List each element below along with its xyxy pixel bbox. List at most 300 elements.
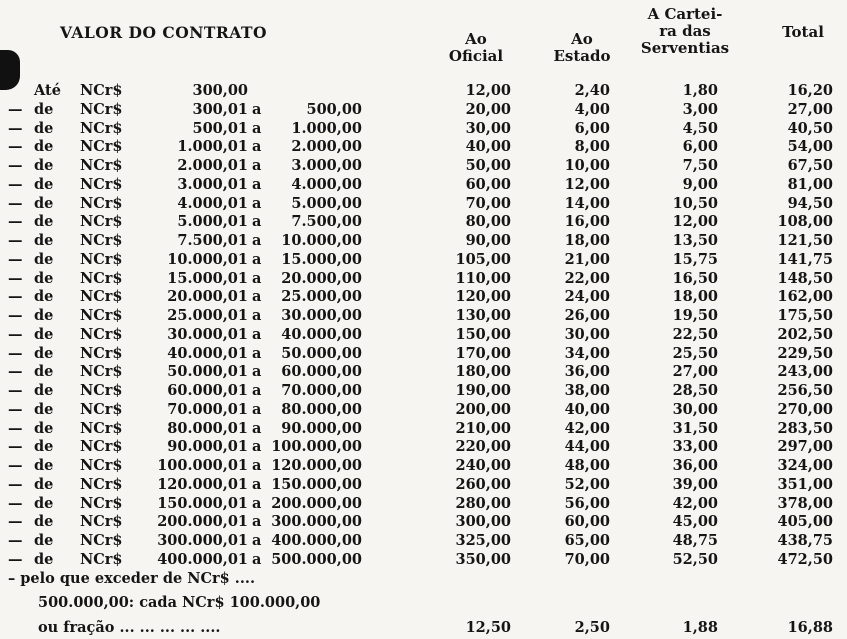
row-total: 141,75: [777, 250, 833, 268]
row-ao-estado: 44,00: [564, 438, 610, 456]
row-ao-oficial: 325,00: [455, 532, 511, 549]
row-ao-estado: 38,00: [564, 382, 610, 399]
row-ao-oficial: 80,00: [465, 213, 511, 231]
row-ao-estado: 10,00: [564, 157, 610, 174]
row-total: 472,50: [777, 550, 833, 568]
row-dash: —: [8, 344, 23, 362]
row-prefix: de: [34, 288, 54, 306]
row-ao-estado: 42,00: [564, 419, 610, 437]
table-row: [0, 213, 847, 232]
row-dash: —: [8, 363, 23, 381]
header-ao-oficial: [440, 31, 512, 65]
row-carteira: 10,50: [672, 194, 718, 212]
row-connector: a: [252, 157, 262, 174]
row-total: 243,00: [777, 363, 833, 381]
row-total: 16,20: [787, 82, 833, 99]
row-prefix: de: [34, 475, 54, 493]
row-dash: —: [8, 288, 23, 306]
table-row: [0, 363, 847, 382]
row-value-to: 150.000,00: [271, 475, 362, 493]
row-prefix: de: [34, 119, 54, 137]
row-ao-oficial: 70,00: [465, 194, 511, 212]
excess-line-1: – pelo que exceder de NCr$ ....: [8, 570, 255, 587]
excess-oficial: 12,50: [465, 619, 511, 636]
row-dash: —: [8, 250, 23, 268]
row-currency: NCr$: [80, 213, 123, 231]
row-value-from: 3.000,01: [177, 175, 248, 193]
fee-rows: [0, 82, 847, 570]
row-carteira: 31,50: [672, 419, 718, 437]
row-total: 297,00: [777, 438, 833, 456]
row-prefix: de: [34, 400, 54, 418]
row-value-from: 4.000,01: [177, 194, 248, 212]
row-connector: a: [252, 419, 262, 437]
row-currency: NCr$: [80, 194, 123, 212]
row-carteira: 13,50: [672, 232, 718, 249]
row-dash: —: [8, 494, 23, 512]
table-row: [0, 326, 847, 345]
row-ao-oficial: 200,00: [455, 400, 511, 418]
header-total: Total: [782, 23, 824, 41]
row-dash: —: [8, 532, 23, 549]
row-ao-oficial: 30,00: [465, 119, 511, 137]
row-ao-estado: 24,00: [564, 288, 610, 306]
row-value-from: 40.000,01: [167, 344, 248, 362]
row-ao-oficial: 130,00: [455, 307, 511, 324]
header-valor-do-contrato: VALOR DO CONTRATO: [60, 23, 268, 42]
header-carteira-line-3: Serventias: [640, 39, 730, 57]
header-oficial-line-1: Ao: [465, 30, 487, 48]
row-value-from: 20.000,01: [167, 288, 248, 306]
row-total: 351,00: [777, 475, 833, 493]
table-row: [0, 176, 847, 195]
row-dash: —: [8, 138, 23, 156]
row-carteira: 9,00: [682, 175, 718, 193]
row-ao-oficial: 12,00: [465, 82, 511, 99]
row-value-to: 10.000,00: [281, 232, 362, 249]
row-value-to: 4.000,00: [291, 175, 362, 193]
row-prefix: de: [34, 363, 54, 381]
row-carteira: 7,50: [682, 157, 718, 174]
row-prefix: de: [34, 307, 54, 324]
row-value-from: 300.000,01: [157, 532, 248, 549]
row-carteira: 30,00: [672, 400, 718, 418]
row-dash: —: [8, 194, 23, 212]
row-connector: a: [252, 532, 262, 549]
row-ao-oficial: 105,00: [455, 250, 511, 268]
row-ao-estado: 36,00: [564, 363, 610, 381]
row-ao-oficial: 300,00: [455, 513, 511, 531]
row-dash: —: [8, 175, 23, 193]
row-currency: NCr$: [80, 400, 123, 418]
row-total: 148,50: [777, 269, 833, 287]
row-dash: —: [8, 475, 23, 493]
row-dash: —: [8, 438, 23, 456]
row-value-from: 120.000,01: [157, 475, 248, 493]
row-value-to: 5.000,00: [291, 194, 362, 212]
table-row: [0, 476, 847, 495]
row-carteira: 19,50: [672, 307, 718, 324]
row-currency: NCr$: [80, 363, 123, 381]
row-ao-estado: 70,00: [564, 550, 610, 568]
excess-estado: 2,50: [574, 619, 610, 636]
row-currency: NCr$: [80, 513, 123, 531]
row-ao-oficial: 90,00: [465, 232, 511, 249]
row-value-from: 50.000,01: [167, 363, 248, 381]
row-value-from: 90.000,01: [167, 438, 248, 456]
row-ao-estado: 34,00: [564, 344, 610, 362]
row-ao-estado: 30,00: [564, 325, 610, 343]
row-currency: NCr$: [80, 419, 123, 437]
row-total: 81,00: [787, 175, 833, 193]
row-value-to: 500,00: [306, 100, 362, 118]
row-value-from: 5.000,01: [177, 213, 248, 231]
row-ao-oficial: 20,00: [465, 100, 511, 118]
row-dash: —: [8, 307, 23, 324]
row-carteira: 12,00: [672, 213, 718, 231]
row-ao-estado: 60,00: [564, 513, 610, 531]
row-dash: —: [8, 100, 23, 118]
row-prefix: de: [34, 325, 54, 343]
row-connector: a: [252, 119, 262, 137]
row-ao-oficial: 120,00: [455, 288, 511, 306]
row-value-from: 400.000,01: [157, 550, 248, 568]
row-ao-oficial: 220,00: [455, 438, 511, 456]
row-ao-estado: 18,00: [564, 232, 610, 249]
row-value-to: 2.000,00: [291, 138, 362, 156]
table-row: [0, 232, 847, 251]
row-ao-oficial: 190,00: [455, 382, 511, 399]
row-total: 108,00: [777, 213, 833, 231]
row-carteira: 25,50: [672, 344, 718, 362]
row-value-from: 15.000,01: [167, 269, 248, 287]
row-connector: a: [252, 400, 262, 418]
row-connector: a: [252, 194, 262, 212]
table-row: [0, 195, 847, 214]
table-row: [0, 420, 847, 439]
row-value-to: 100.000,00: [271, 438, 362, 456]
row-prefix: de: [34, 382, 54, 399]
row-total: 270,00: [777, 400, 833, 418]
row-carteira: 4,50: [682, 119, 718, 137]
row-ao-oficial: 180,00: [455, 363, 511, 381]
row-value-from: 2.000,01: [177, 157, 248, 174]
row-total: 438,75: [777, 532, 833, 549]
row-total: 40,50: [787, 119, 833, 137]
row-prefix: de: [34, 344, 54, 362]
row-total: 121,50: [777, 232, 833, 249]
table-row: [0, 438, 847, 457]
row-total: 94,50: [787, 194, 833, 212]
row-prefix: de: [34, 457, 54, 474]
row-prefix: de: [34, 438, 54, 456]
excess-line-3: ou fração ... ... ... ... ....: [38, 619, 221, 636]
table-row: [0, 82, 847, 101]
row-ao-estado: 56,00: [564, 494, 610, 512]
row-connector: a: [252, 550, 262, 568]
row-prefix: de: [34, 550, 54, 568]
row-carteira: 3,00: [682, 100, 718, 118]
row-dash: —: [8, 400, 23, 418]
row-currency: NCr$: [80, 269, 123, 287]
excess-total: 16,88: [787, 619, 833, 636]
row-currency: NCr$: [80, 157, 123, 174]
row-currency: NCr$: [80, 250, 123, 268]
row-carteira: 48,75: [672, 532, 718, 549]
row-value-to: 30.000,00: [281, 307, 362, 324]
row-ao-estado: 12,00: [564, 175, 610, 193]
table-row: [0, 495, 847, 514]
header-carteira-serventias: [630, 6, 740, 57]
row-total: 27,00: [787, 100, 833, 118]
row-value-to: 80.000,00: [281, 400, 362, 418]
row-total: 54,00: [787, 138, 833, 156]
header-oficial-line-2: Oficial: [448, 47, 504, 65]
row-value-to: 7.500,00: [291, 213, 362, 231]
row-currency: NCr$: [80, 475, 123, 493]
row-currency: NCr$: [80, 119, 123, 137]
row-currency: NCr$: [80, 550, 123, 568]
excess-line-2: 500.000,00: cada NCr$ 100.000,00: [38, 594, 321, 611]
row-currency: NCr$: [80, 307, 123, 324]
row-currency: NCr$: [80, 457, 123, 474]
row-currency: NCr$: [80, 382, 123, 399]
row-value-from: 300,01: [192, 100, 248, 118]
row-ao-oficial: 170,00: [455, 344, 511, 362]
row-prefix: de: [34, 213, 54, 231]
row-dash: —: [8, 325, 23, 343]
row-dash: —: [8, 269, 23, 287]
row-dash: —: [8, 419, 23, 437]
table-row: [0, 307, 847, 326]
row-prefix: de: [34, 157, 54, 174]
row-total: 405,00: [777, 513, 833, 531]
row-carteira: 36,00: [672, 457, 718, 474]
row-dash: —: [8, 213, 23, 231]
row-total: 202,50: [777, 325, 833, 343]
row-dash: —: [8, 513, 23, 531]
row-carteira: 28,50: [672, 382, 718, 399]
row-ao-oficial: 260,00: [455, 475, 511, 493]
table-row: [0, 457, 847, 476]
row-connector: a: [252, 269, 262, 287]
row-connector: a: [252, 513, 262, 531]
row-total: 67,50: [787, 157, 833, 174]
row-ao-estado: 4,00: [574, 100, 610, 118]
row-carteira: 42,00: [672, 494, 718, 512]
row-currency: NCr$: [80, 232, 123, 249]
table-row: [0, 138, 847, 157]
row-carteira: 16,50: [672, 269, 718, 287]
row-value-to: 400.000,00: [271, 532, 362, 549]
row-prefix: de: [34, 100, 54, 118]
row-value-to: 90.000,00: [281, 419, 362, 437]
row-ao-estado: 40,00: [564, 400, 610, 418]
row-value-from: 100.000,01: [157, 457, 248, 474]
row-dash: —: [8, 457, 23, 474]
row-value-from: 150.000,01: [157, 494, 248, 512]
row-ao-estado: 48,00: [564, 457, 610, 474]
row-total: 162,00: [777, 288, 833, 306]
row-carteira: 39,00: [672, 475, 718, 493]
header-estado-line-2: Estado: [553, 47, 611, 65]
row-connector: a: [252, 457, 262, 474]
table-row: [0, 401, 847, 420]
row-carteira: 1,80: [682, 82, 718, 99]
row-currency: NCr$: [80, 532, 123, 549]
row-dash: —: [8, 157, 23, 174]
row-value-from: 1.000,01: [177, 138, 248, 156]
row-value-to: 50.000,00: [281, 344, 362, 362]
row-value-to: 20.000,00: [281, 269, 362, 287]
row-value-to: 70.000,00: [281, 382, 362, 399]
row-value-from: 30.000,01: [167, 325, 248, 343]
row-connector: a: [252, 438, 262, 456]
row-connector: a: [252, 325, 262, 343]
row-carteira: 6,00: [682, 138, 718, 156]
table-row: [0, 120, 847, 139]
row-ao-estado: 6,00: [574, 119, 610, 137]
row-currency: NCr$: [80, 288, 123, 306]
row-value-to: 120.000,00: [271, 457, 362, 474]
row-prefix: de: [34, 269, 54, 287]
row-ao-oficial: 40,00: [465, 138, 511, 156]
row-ao-estado: 22,00: [564, 269, 610, 287]
row-currency: NCr$: [80, 175, 123, 193]
row-connector: a: [252, 382, 262, 399]
table-row: [0, 551, 847, 570]
row-value-from: 60.000,01: [167, 382, 248, 399]
row-total: 283,50: [777, 419, 833, 437]
header-carteira-line-2: ra das: [659, 22, 711, 40]
excess-carteira: 1,88: [682, 619, 718, 636]
row-carteira: 27,00: [672, 363, 718, 381]
row-dash: —: [8, 119, 23, 137]
row-value-to: 200.000,00: [271, 494, 362, 512]
row-currency: NCr$: [80, 325, 123, 343]
row-value-from: 25.000,01: [167, 307, 248, 324]
header-carteira-line-1: A Cartei-: [647, 5, 723, 23]
row-connector: a: [252, 175, 262, 193]
row-ao-estado: 21,00: [564, 250, 610, 268]
row-connector: a: [252, 344, 262, 362]
row-ao-estado: 2,40: [574, 82, 610, 99]
row-value-to: 25.000,00: [281, 288, 362, 306]
row-value-to: 1.000,00: [291, 119, 362, 137]
row-value-to: 500.000,00: [271, 550, 362, 568]
table-row: [0, 157, 847, 176]
row-prefix: de: [34, 138, 54, 156]
row-prefix: de: [34, 419, 54, 437]
row-carteira: 45,00: [672, 513, 718, 531]
table-row: [0, 101, 847, 120]
row-prefix: de: [34, 232, 54, 249]
row-value-from: 80.000,01: [167, 419, 248, 437]
row-dash: —: [8, 550, 23, 568]
row-currency: NCr$: [80, 138, 123, 156]
row-total: 324,00: [777, 457, 833, 474]
row-ao-oficial: 110,00: [455, 269, 511, 287]
row-ao-oficial: 210,00: [455, 419, 511, 437]
row-currency: NCr$: [80, 100, 123, 118]
row-carteira: 15,75: [672, 250, 718, 268]
row-value-from: 70.000,01: [167, 400, 248, 418]
row-value-from: 7.500,01: [177, 232, 248, 249]
row-carteira: 52,50: [672, 550, 718, 568]
row-ao-oficial: 60,00: [465, 175, 511, 193]
table-row: [0, 251, 847, 270]
row-value-from: 300,00: [192, 82, 248, 99]
row-ao-oficial: 350,00: [455, 550, 511, 568]
row-ao-oficial: 50,00: [465, 157, 511, 174]
row-value-to: 15.000,00: [281, 250, 362, 268]
table-row: [0, 382, 847, 401]
row-ao-estado: 14,00: [564, 194, 610, 212]
table-row: [0, 513, 847, 532]
row-total: 378,00: [777, 494, 833, 512]
row-currency: NCr$: [80, 82, 123, 99]
row-prefix: de: [34, 250, 54, 268]
row-carteira: 22,50: [672, 325, 718, 343]
row-total: 256,50: [777, 382, 833, 399]
row-dash: —: [8, 382, 23, 399]
row-prefix: de: [34, 532, 54, 549]
row-connector: a: [252, 100, 262, 118]
row-ao-estado: 65,00: [564, 532, 610, 549]
table-row: [0, 532, 847, 551]
row-value-to: 40.000,00: [281, 325, 362, 343]
row-value-from: 500,01: [192, 119, 248, 137]
table-row: [0, 288, 847, 307]
row-ao-estado: 8,00: [574, 138, 610, 156]
row-connector: a: [252, 232, 262, 249]
row-prefix: de: [34, 194, 54, 212]
row-prefix: de: [34, 513, 54, 531]
row-connector: a: [252, 138, 262, 156]
row-connector: a: [252, 213, 262, 231]
table-row: [0, 270, 847, 289]
row-ao-oficial: 240,00: [455, 457, 511, 474]
row-value-from: 200.000,01: [157, 513, 248, 531]
row-prefix: Até: [34, 82, 61, 99]
header-ao-estado: [546, 31, 618, 65]
row-currency: NCr$: [80, 494, 123, 512]
row-connector: a: [252, 288, 262, 306]
row-connector: a: [252, 307, 262, 324]
row-connector: a: [252, 494, 262, 512]
row-dash: —: [8, 232, 23, 249]
row-ao-oficial: 150,00: [455, 325, 511, 343]
row-ao-estado: 26,00: [564, 307, 610, 324]
header-estado-line-1: Ao: [571, 30, 593, 48]
row-value-to: 60.000,00: [281, 363, 362, 381]
row-value-from: 10.000,01: [167, 250, 248, 268]
row-total: 229,50: [777, 344, 833, 362]
row-ao-estado: 52,00: [564, 475, 610, 493]
row-value-to: 300.000,00: [271, 513, 362, 531]
row-currency: NCr$: [80, 438, 123, 456]
row-value-to: 3.000,00: [291, 157, 362, 174]
row-ao-estado: 16,00: [564, 213, 610, 231]
row-carteira: 33,00: [672, 438, 718, 456]
row-connector: a: [252, 475, 262, 493]
row-total: 175,50: [777, 307, 833, 324]
row-prefix: de: [34, 494, 54, 512]
row-carteira: 18,00: [672, 288, 718, 306]
row-ao-oficial: 280,00: [455, 494, 511, 512]
row-connector: a: [252, 363, 262, 381]
row-connector: a: [252, 250, 262, 268]
